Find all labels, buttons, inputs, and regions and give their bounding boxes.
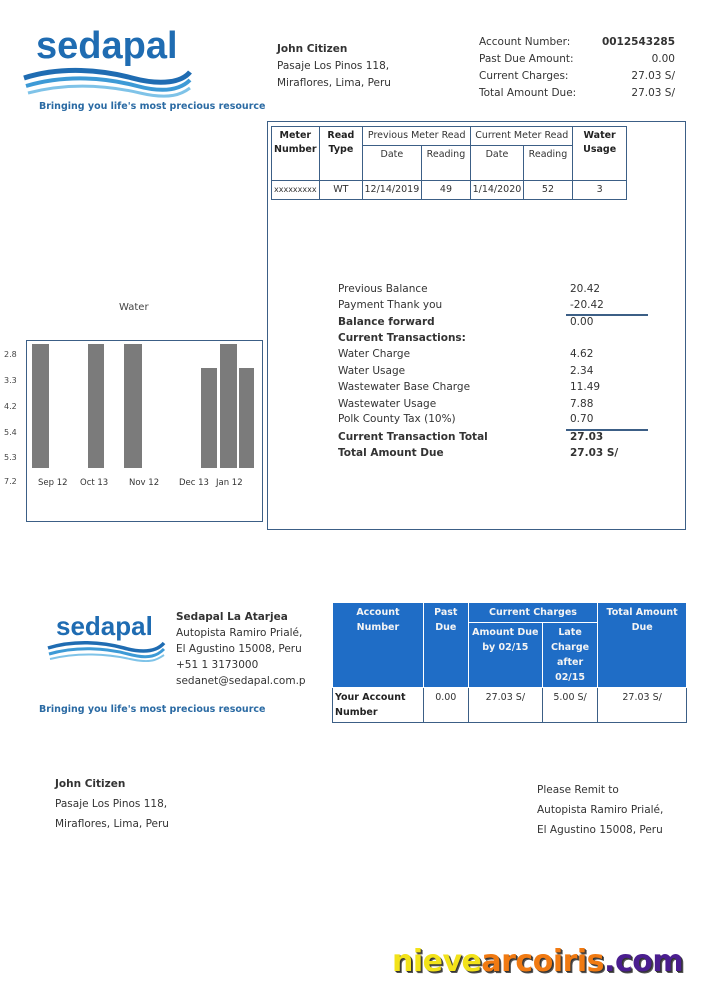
y-tick: 2.8	[4, 350, 17, 359]
line-label: Current Transaction Total	[338, 431, 488, 443]
account-number-value: 0012543285	[601, 36, 675, 48]
remit-to-address	[537, 780, 663, 840]
line-value: 2.34	[570, 365, 594, 377]
bar-oct-13	[88, 344, 104, 468]
current-charges-value: 27.03 S/	[631, 70, 675, 82]
summary-account-number	[479, 34, 675, 51]
remit-to-line1: Autopista Ramiro Prialé,	[537, 804, 664, 816]
x-tick: Dec 13	[179, 478, 209, 488]
line-previous-balance	[338, 283, 658, 299]
line-label: Previous Balance	[338, 283, 428, 295]
line-balance-forward	[338, 316, 658, 332]
y-tick: 5.4	[4, 428, 17, 437]
header-previous-read: Previous Meter Read	[363, 127, 471, 146]
account-number-cell: Your Account Number	[333, 688, 424, 723]
customer-address-line1: Pasaje Los Pinos 118,	[55, 798, 168, 810]
amount-due-by-cell: 27.03 S/	[468, 688, 542, 723]
line-wastewater-base	[338, 381, 658, 397]
bar-sep-12	[32, 344, 49, 468]
remittance-table	[332, 602, 687, 723]
company-email: sedanet@sedapal.com.p	[176, 675, 306, 687]
meter-reading-table	[271, 126, 627, 200]
summary-past-due	[479, 51, 675, 68]
line-current-transactions	[338, 332, 658, 348]
line-value: 11.49	[570, 381, 601, 393]
summary-current-charges	[479, 68, 675, 85]
header-current-read: Current Meter Read	[471, 127, 573, 146]
summary-label: Past Due Amount:	[479, 53, 574, 65]
x-tick: Sep 12	[38, 478, 68, 488]
header-meter-number: Meter Number	[272, 127, 320, 181]
line-label: Water Usage	[338, 365, 406, 377]
prev-date-cell: 12/14/2019	[363, 181, 422, 200]
y-tick: 5.3	[4, 453, 17, 462]
bar-extra	[239, 368, 254, 468]
wave-icon	[46, 638, 166, 662]
line-label: Total Amount Due	[338, 447, 444, 459]
header-curr-reading: Reading	[523, 146, 573, 181]
header-account-number: Account Number	[333, 603, 424, 688]
line-value: 4.62	[570, 348, 594, 360]
total-amount-due-cell: 27.03 S/	[598, 688, 687, 723]
line-label: Water Charge	[338, 348, 411, 360]
summary-label: Total Amount Due:	[479, 87, 577, 99]
wave-icon	[22, 64, 192, 98]
header-curr-date: Date	[471, 146, 523, 181]
watermark-logo	[392, 944, 683, 979]
line-payment	[338, 299, 658, 315]
read-type-cell: WT	[319, 181, 363, 200]
sedapal-logo	[22, 26, 262, 98]
meter-number-cell: xxxxxxxxx	[272, 181, 320, 200]
line-water-charge	[338, 348, 658, 364]
line-tax	[338, 413, 658, 429]
remit-to-line2: El Agustino 15008, Peru	[537, 824, 663, 836]
line-label: Current Transactions:	[338, 332, 466, 344]
bar-dec-13	[201, 368, 217, 468]
summary-total-due	[479, 85, 675, 102]
table-row	[333, 688, 687, 723]
line-value: 27.03 S/	[570, 447, 619, 459]
customer-address	[277, 41, 391, 92]
past-due-cell: 0.00	[423, 688, 468, 723]
line-value: 0.00	[570, 316, 594, 328]
line-label: Payment Thank you	[338, 299, 443, 311]
logo-wordmark: sedapal	[56, 611, 153, 641]
line-total-amount-due	[338, 447, 658, 463]
line-label: Polk County Tax (10%)	[338, 413, 456, 425]
past-due-value: 0.00	[651, 53, 675, 65]
chart-title: Water	[119, 302, 149, 313]
line-value: 0.70	[570, 413, 594, 425]
x-tick: Oct 13	[80, 478, 109, 488]
tagline: Bringing you life's most precious resource	[39, 101, 266, 112]
header-late-charge: Late Charge after 02/15	[542, 623, 597, 688]
y-tick: 3.3	[4, 376, 17, 385]
customer-name: John Citizen	[277, 43, 348, 55]
company-phone: +51 1 3173000	[176, 659, 259, 671]
bar-nov-12	[124, 344, 142, 468]
line-label: Balance forward	[338, 316, 435, 328]
y-tick: 7.2	[4, 477, 17, 486]
company-address-line1: Autopista Ramiro Prialé,	[176, 627, 303, 639]
line-value: 7.88	[570, 398, 594, 410]
customer-name: John Citizen	[55, 778, 126, 790]
summary-label: Current Charges:	[479, 70, 569, 82]
late-charge-cell: 5.00 S/	[542, 688, 597, 723]
bar-jan-12	[220, 344, 237, 468]
line-current-total	[338, 431, 658, 447]
y-tick: 4.2	[4, 402, 17, 411]
remit-tagline: Bringing you life's most precious resource	[39, 704, 266, 715]
header-read-type: Read Type	[319, 127, 363, 181]
line-wastewater-usage	[338, 398, 658, 414]
company-address	[176, 609, 306, 689]
watermark-part1: nieve	[392, 944, 482, 979]
summary-label: Account Number:	[479, 36, 571, 48]
header-past-due: Past Due	[423, 603, 468, 688]
line-water-usage	[338, 365, 658, 381]
line-label: Wastewater Base Charge	[338, 381, 471, 393]
total-due-value: 27.03 S/	[631, 87, 675, 99]
customer-address-line1: Pasaje Los Pinos 118,	[277, 60, 390, 72]
remit-to-label: Please Remit to	[537, 784, 619, 796]
line-label: Wastewater Usage	[338, 398, 437, 410]
header-current-charges: Current Charges	[468, 603, 597, 623]
x-tick: Nov 12	[129, 478, 160, 488]
customer-address-line2: Miraflores, Lima, Peru	[55, 818, 169, 830]
mailing-customer-address	[55, 774, 169, 834]
header-prev-reading: Reading	[421, 146, 471, 181]
logo-wordmark: sedapal	[36, 25, 178, 67]
prev-reading-cell: 49	[421, 181, 471, 200]
curr-date-cell: 1/14/2020	[471, 181, 523, 200]
line-value: 27.03	[570, 431, 604, 443]
water-usage-cell: 3	[573, 181, 627, 200]
account-summary	[479, 34, 675, 102]
customer-address-line2: Miraflores, Lima, Peru	[277, 77, 391, 89]
watermark-part3: .com	[604, 944, 684, 979]
curr-reading-cell: 52	[523, 181, 573, 200]
header-water-usage: Water Usage	[573, 127, 627, 181]
header-total-amount-due: Total Amount Due	[598, 603, 687, 688]
remit-sedapal-logo	[46, 612, 170, 664]
table-row	[272, 181, 627, 200]
line-value: -20.42	[570, 299, 604, 311]
header-amount-due-by: Amount Due by 02/15	[468, 623, 542, 688]
watermark-part2: arcoiris	[481, 944, 605, 979]
line-value: 20.42	[570, 283, 601, 295]
header-prev-date: Date	[363, 146, 422, 181]
company-name: Sedapal La Atarjea	[176, 611, 288, 623]
company-address-line2: El Agustino 15008, Peru	[176, 643, 302, 655]
x-tick: Jan 12	[216, 478, 243, 488]
